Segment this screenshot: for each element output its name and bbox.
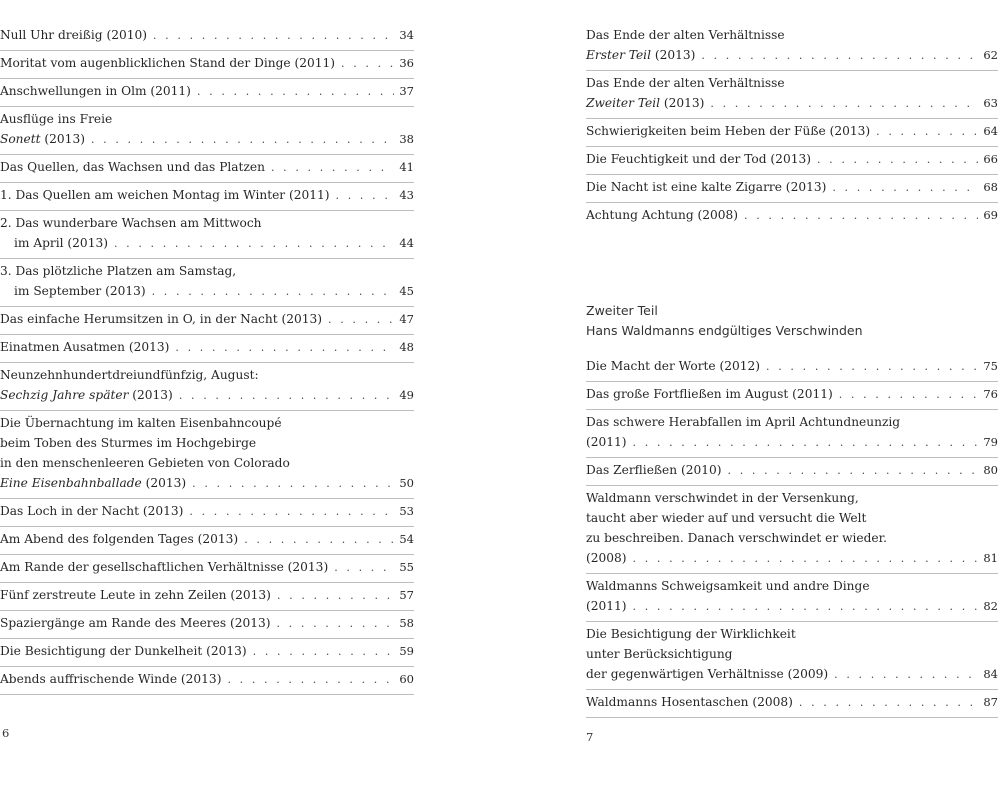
toc-page-number: 37 bbox=[399, 84, 414, 98]
toc-entry-line bbox=[0, 129, 414, 149]
toc-page-number: 45 bbox=[399, 284, 414, 298]
toc-text: beim Toben des Sturmes im Hochgebirge bbox=[0, 436, 257, 450]
toc-entry-line bbox=[0, 337, 414, 357]
toc-title-text bbox=[586, 28, 785, 42]
toc-title-text bbox=[0, 281, 146, 301]
toc-entry[interactable] bbox=[586, 575, 998, 622]
dot-leader bbox=[828, 665, 978, 685]
toc-title-text bbox=[586, 460, 722, 480]
toc-entry[interactable] bbox=[0, 260, 414, 307]
toc-text: Spaziergänge am Rande des Meeres (2013) bbox=[0, 616, 271, 630]
toc-title-text bbox=[0, 337, 169, 357]
toc-entry[interactable] bbox=[0, 184, 414, 211]
toc-entry[interactable] bbox=[0, 500, 414, 527]
toc-text: Einatmen Ausatmen (2013) bbox=[0, 340, 170, 354]
toc-entry-line bbox=[586, 488, 998, 508]
toc-title-text bbox=[586, 627, 796, 641]
toc-title-text bbox=[0, 613, 270, 633]
toc-page-number: 75 bbox=[983, 359, 998, 373]
toc-title-text bbox=[586, 415, 900, 429]
toc-page-number: 59 bbox=[399, 644, 414, 658]
toc-entry-line bbox=[586, 460, 998, 480]
toc-text: 3. Das plötzliche Platzen am Samstag, bbox=[0, 264, 237, 278]
toc-entry[interactable] bbox=[0, 308, 414, 335]
toc-text: Das Quellen, das Wachsen und das Platzen bbox=[0, 160, 265, 174]
toc-entry-line bbox=[0, 613, 414, 633]
toc-page-number: 53 bbox=[399, 504, 414, 518]
toc-entry[interactable] bbox=[586, 459, 998, 486]
toc-entry[interactable] bbox=[0, 156, 414, 183]
toc-entry-line bbox=[0, 529, 414, 549]
dot-leader bbox=[183, 502, 394, 522]
toc-entry-line bbox=[586, 508, 998, 528]
toc-text: Waldmanns Hosentaschen (2008) bbox=[586, 695, 793, 709]
toc-title-text bbox=[0, 53, 335, 73]
dot-leader bbox=[322, 310, 394, 330]
toc-title-text bbox=[586, 432, 627, 452]
toc-entry[interactable] bbox=[586, 72, 998, 119]
dot-leader bbox=[191, 82, 394, 102]
dot-leader bbox=[328, 558, 394, 578]
toc-title-text bbox=[0, 416, 282, 430]
toc-entry-line bbox=[0, 53, 414, 73]
toc-text: Das schwere Herabfallen im April Achtundneunzig bbox=[586, 415, 901, 429]
toc-entry-line bbox=[0, 213, 414, 233]
toc-title-text bbox=[0, 501, 183, 521]
toc-page-number: 57 bbox=[399, 588, 414, 602]
dot-leader bbox=[147, 26, 394, 46]
toc-text: Anschwellungen in Olm (2011) bbox=[0, 84, 191, 98]
toc-text: Die Besichtigung der Wirklichkeit bbox=[586, 627, 796, 641]
toc-entry[interactable] bbox=[586, 176, 998, 203]
toc-entry-line bbox=[0, 433, 414, 453]
toc-entry-line bbox=[0, 109, 414, 129]
page-number-left: 6 bbox=[2, 726, 10, 740]
toc-entry[interactable] bbox=[586, 623, 998, 690]
toc-text: Die Übernachtung im kalten Eisenbahncoupé bbox=[0, 416, 282, 430]
toc-title-text bbox=[586, 384, 833, 404]
toc-entry[interactable] bbox=[0, 668, 414, 695]
toc-title-text bbox=[586, 356, 760, 376]
toc-text: (2013) bbox=[40, 132, 85, 146]
toc-entry[interactable] bbox=[0, 364, 414, 411]
toc-entry-line bbox=[586, 177, 998, 197]
toc-entry[interactable] bbox=[0, 556, 414, 583]
toc-title-text bbox=[0, 456, 290, 470]
toc-entry-line bbox=[586, 624, 998, 644]
toc-page-number: 41 bbox=[399, 160, 414, 174]
page-number-right: 7 bbox=[586, 730, 594, 744]
toc-text: zu beschreiben. Danach verschwindet er wieder. bbox=[586, 531, 887, 545]
toc-title-text bbox=[586, 511, 866, 525]
toc-page-number: 68 bbox=[983, 180, 998, 194]
dot-leader bbox=[221, 670, 394, 690]
toc-title-text bbox=[0, 368, 259, 382]
toc-page-number: 80 bbox=[983, 463, 998, 477]
toc-text: Schwierigkeiten beim Heben der Füße (2013) bbox=[586, 124, 871, 138]
dot-leader bbox=[330, 186, 394, 206]
toc-entry-line bbox=[0, 669, 414, 689]
toc-page-number: 44 bbox=[399, 236, 414, 250]
toc-text: (2008) bbox=[586, 551, 627, 565]
toc-entry-line bbox=[586, 93, 998, 113]
toc-text: Das Ende der alten Verhältnisse bbox=[586, 76, 785, 90]
toc-entry-line bbox=[586, 149, 998, 169]
toc-text: taucht aber wieder auf und versucht die Welt bbox=[586, 511, 867, 525]
toc-title-text bbox=[0, 436, 256, 450]
toc-title-text bbox=[0, 157, 265, 177]
toc-page-number: 43 bbox=[399, 188, 414, 202]
section-title: Hans Waldmanns endgültiges Verschwinden bbox=[586, 323, 863, 338]
toc-entry[interactable] bbox=[0, 212, 414, 259]
toc-text: (2011) bbox=[586, 435, 627, 449]
toc-title-text bbox=[586, 548, 627, 568]
toc-italic-subtitle: Sonett bbox=[0, 132, 41, 146]
toc-text: 1. Das Quellen am weichen Montag im Winter (2011) bbox=[0, 188, 330, 202]
toc-text: Die Besichtigung der Dunkelheit (2013) bbox=[0, 644, 247, 658]
toc-page-number: 76 bbox=[983, 387, 998, 401]
toc-page-number: 55 bbox=[399, 560, 414, 574]
toc-title-text bbox=[586, 531, 887, 545]
toc-entry-line bbox=[586, 432, 998, 452]
toc-title-text bbox=[586, 121, 870, 141]
toc-page-number: 38 bbox=[399, 132, 414, 146]
toc-page-number: 34 bbox=[399, 28, 414, 42]
toc-entry-line bbox=[0, 385, 414, 405]
toc-title-text bbox=[586, 177, 826, 197]
toc-title-text bbox=[586, 491, 859, 505]
toc-page-number: 47 bbox=[399, 312, 414, 326]
toc-entry[interactable] bbox=[586, 120, 998, 147]
toc-entry-line bbox=[0, 501, 414, 521]
dot-leader bbox=[627, 433, 978, 453]
toc-entry[interactable] bbox=[586, 24, 998, 71]
toc-text: Am Rande der gesellschaftlichen Verhältnisse (2013) bbox=[0, 560, 329, 574]
dot-leader bbox=[811, 150, 978, 170]
section-label: Zweiter Teil bbox=[586, 303, 658, 318]
toc-entry[interactable] bbox=[0, 24, 414, 51]
toc-entry[interactable] bbox=[0, 640, 414, 667]
toc-page-number: 69 bbox=[983, 208, 998, 222]
toc-entry-line bbox=[0, 641, 414, 661]
toc-entry[interactable] bbox=[586, 204, 998, 230]
toc-title-text bbox=[0, 25, 147, 45]
toc-entry[interactable] bbox=[0, 80, 414, 107]
toc-entry[interactable] bbox=[586, 383, 998, 410]
toc-text: im April (2013) bbox=[14, 236, 108, 250]
toc-text: Das große Fortfließen im August (2011) bbox=[586, 387, 833, 401]
toc-entry-line bbox=[0, 557, 414, 577]
toc-text: Null Uhr dreißig (2010) bbox=[0, 28, 147, 42]
toc-text: (2013) bbox=[128, 388, 173, 402]
toc-text: (2013) bbox=[650, 48, 696, 62]
toc-text: Moritat vom augenblicklichen Stand der Dinge (2011) bbox=[0, 56, 336, 70]
toc-entry[interactable] bbox=[0, 336, 414, 363]
toc-text: Ausflüge ins Freie bbox=[0, 112, 113, 126]
toc-entry[interactable] bbox=[0, 52, 414, 79]
dot-leader bbox=[760, 357, 978, 377]
toc-entry-line bbox=[586, 576, 998, 596]
toc-entry-line bbox=[0, 453, 414, 473]
toc-text: in den menschenleeren Gebieten von Colorado bbox=[0, 456, 290, 470]
toc-page-number: 49 bbox=[399, 388, 414, 402]
toc-text: Abends auffrischende Winde (2013) bbox=[0, 672, 222, 686]
toc-entry-line bbox=[586, 596, 998, 616]
toc-title-text bbox=[586, 205, 738, 225]
toc-italic-subtitle: Eine Eisenbahnballade bbox=[0, 476, 142, 490]
toc-entry-line bbox=[0, 261, 414, 281]
toc-title-text bbox=[586, 149, 811, 169]
toc-entry-line bbox=[0, 185, 414, 205]
toc-text: Das Ende der alten Verhältnisse bbox=[586, 28, 785, 42]
toc-title-text bbox=[0, 264, 236, 278]
toc-page-number: 82 bbox=[983, 599, 998, 613]
toc-entry-line bbox=[586, 664, 998, 684]
toc-text: Die Feuchtigkeit und der Tod (2013) bbox=[586, 152, 811, 166]
dot-leader bbox=[108, 234, 394, 254]
toc-title-text bbox=[0, 669, 221, 689]
toc-page-number: 63 bbox=[983, 96, 998, 110]
toc-entry-line bbox=[586, 73, 998, 93]
toc-entry[interactable] bbox=[586, 355, 998, 382]
toc-entry-line bbox=[0, 157, 414, 177]
toc-title-text bbox=[586, 664, 828, 684]
toc-page-number: 66 bbox=[983, 152, 998, 166]
dot-leader bbox=[186, 474, 394, 494]
dot-leader bbox=[704, 94, 978, 114]
toc-entry-line bbox=[586, 45, 998, 65]
dot-leader bbox=[238, 530, 394, 550]
toc-text: Achtung Achtung (2008) bbox=[586, 208, 739, 222]
toc-italic-subtitle: Sechzig Jahre später bbox=[0, 388, 129, 402]
dot-leader bbox=[627, 549, 978, 569]
toc-entry-line bbox=[0, 281, 414, 301]
toc-text: Am Abend des folgenden Tages (2013) bbox=[0, 532, 239, 546]
dot-leader bbox=[169, 338, 394, 358]
toc-title-text bbox=[0, 473, 186, 493]
toc-entry[interactable] bbox=[586, 691, 998, 718]
dot-leader bbox=[722, 461, 978, 481]
toc-entry[interactable] bbox=[0, 584, 414, 611]
toc-title-text bbox=[0, 112, 112, 126]
toc-text: Das Loch in der Nacht (2013) bbox=[0, 504, 184, 518]
dot-leader bbox=[870, 122, 978, 142]
dot-leader bbox=[265, 158, 394, 178]
toc-entry-line bbox=[586, 528, 998, 548]
toc-title-text bbox=[0, 129, 85, 149]
toc-text: unter Berücksichtigung bbox=[586, 647, 733, 661]
toc-entry[interactable] bbox=[586, 411, 998, 458]
toc-page-number: 54 bbox=[399, 532, 414, 546]
toc-page-number: 87 bbox=[983, 695, 998, 709]
toc-entry-line bbox=[586, 548, 998, 568]
toc-italic-subtitle: Zweiter Teil bbox=[586, 96, 661, 110]
toc-page-number: 84 bbox=[983, 667, 998, 681]
toc-text: (2011) bbox=[586, 599, 627, 613]
toc-text: Waldmann verschwindet in der Versenkung, bbox=[586, 491, 859, 505]
toc-page-number: 60 bbox=[399, 672, 414, 686]
dot-leader bbox=[335, 54, 394, 74]
toc-page-number: 62 bbox=[983, 48, 998, 62]
toc-title-text bbox=[0, 81, 191, 101]
toc-title-text bbox=[586, 76, 785, 90]
toc-page-number: 48 bbox=[399, 340, 414, 354]
toc-entry-line bbox=[586, 692, 998, 712]
toc-entry[interactable] bbox=[586, 148, 998, 175]
dot-leader bbox=[826, 178, 978, 198]
toc-text: Waldmanns Schweigsamkeit und andre Dinge bbox=[586, 579, 870, 593]
dot-leader bbox=[627, 597, 978, 617]
toc-page-number: 79 bbox=[983, 435, 998, 449]
dot-leader bbox=[270, 614, 394, 634]
toc-text: (2013) bbox=[660, 96, 705, 110]
dot-leader bbox=[271, 586, 394, 606]
toc-italic-subtitle: Erster Teil bbox=[586, 48, 651, 62]
toc-title-text bbox=[0, 385, 173, 405]
toc-title-text bbox=[0, 216, 262, 230]
toc-page-number: 36 bbox=[399, 56, 414, 70]
toc-page-number: 58 bbox=[399, 616, 414, 630]
dot-leader bbox=[173, 386, 394, 406]
toc-title-text bbox=[0, 641, 247, 661]
toc-entry-line bbox=[586, 205, 998, 225]
dot-leader bbox=[85, 130, 394, 150]
toc-page-number: 64 bbox=[983, 124, 998, 138]
toc-entry-line bbox=[0, 473, 414, 493]
dot-leader bbox=[738, 206, 978, 226]
dot-leader bbox=[793, 693, 978, 713]
toc-entry-line bbox=[586, 25, 998, 45]
toc-text: der gegenwärtigen Verhältnisse (2009) bbox=[586, 667, 829, 681]
toc-title-text bbox=[586, 692, 793, 712]
toc-title-text bbox=[586, 596, 627, 616]
dot-leader bbox=[146, 282, 394, 302]
toc-text: im September (2013) bbox=[14, 284, 146, 298]
toc-text: Die Nacht ist eine kalte Zigarre (2013) bbox=[586, 180, 827, 194]
toc-title-text bbox=[0, 309, 322, 329]
toc-entry[interactable] bbox=[586, 487, 998, 574]
toc-title-text bbox=[586, 579, 870, 593]
toc-page-number: 50 bbox=[399, 476, 414, 490]
toc-title-text bbox=[586, 93, 704, 113]
toc-entry-line bbox=[0, 309, 414, 329]
toc-title-text bbox=[0, 185, 330, 205]
toc-text: Neunzehnhundertdreiundfünfzig, August: bbox=[0, 368, 259, 382]
toc-entry-line bbox=[0, 365, 414, 385]
toc-text: Die Macht der Worte (2012) bbox=[586, 359, 761, 373]
toc-text: Fünf zerstreute Leute in zehn Zeilen (2013) bbox=[0, 588, 271, 602]
toc-title-text bbox=[0, 557, 328, 577]
dot-leader bbox=[695, 46, 978, 66]
toc-title-text bbox=[0, 529, 238, 549]
toc-entry-line bbox=[0, 585, 414, 605]
toc-entry-line bbox=[0, 233, 414, 253]
toc-title-text bbox=[586, 647, 733, 661]
toc-entry-line bbox=[586, 384, 998, 404]
toc-text: Das Zerfließen (2010) bbox=[586, 463, 722, 477]
toc-page-number: 81 bbox=[983, 551, 998, 565]
toc-entry-line bbox=[586, 644, 998, 664]
toc-text: 2. Das wunderbare Wachsen am Mittwoch bbox=[0, 216, 262, 230]
toc-title-text bbox=[0, 233, 108, 253]
toc-entry-line bbox=[586, 412, 998, 432]
toc-entry[interactable] bbox=[0, 528, 414, 555]
dot-leader bbox=[833, 385, 978, 405]
toc-text: (2013) bbox=[141, 476, 187, 490]
toc-entry-line bbox=[586, 356, 998, 376]
toc-entry-line bbox=[0, 25, 414, 45]
toc-entry-line bbox=[0, 81, 414, 101]
dot-leader bbox=[247, 642, 394, 662]
toc-title-text bbox=[0, 585, 271, 605]
toc-text: Das einfache Herumsitzen in O, in der Nacht (2013) bbox=[0, 312, 323, 326]
toc-entry[interactable] bbox=[0, 612, 414, 639]
toc-entry-line bbox=[0, 413, 414, 433]
toc-entry[interactable] bbox=[0, 412, 414, 499]
toc-entry[interactable] bbox=[0, 108, 414, 155]
toc-entry-line bbox=[586, 121, 998, 141]
toc-title-text bbox=[586, 45, 695, 65]
